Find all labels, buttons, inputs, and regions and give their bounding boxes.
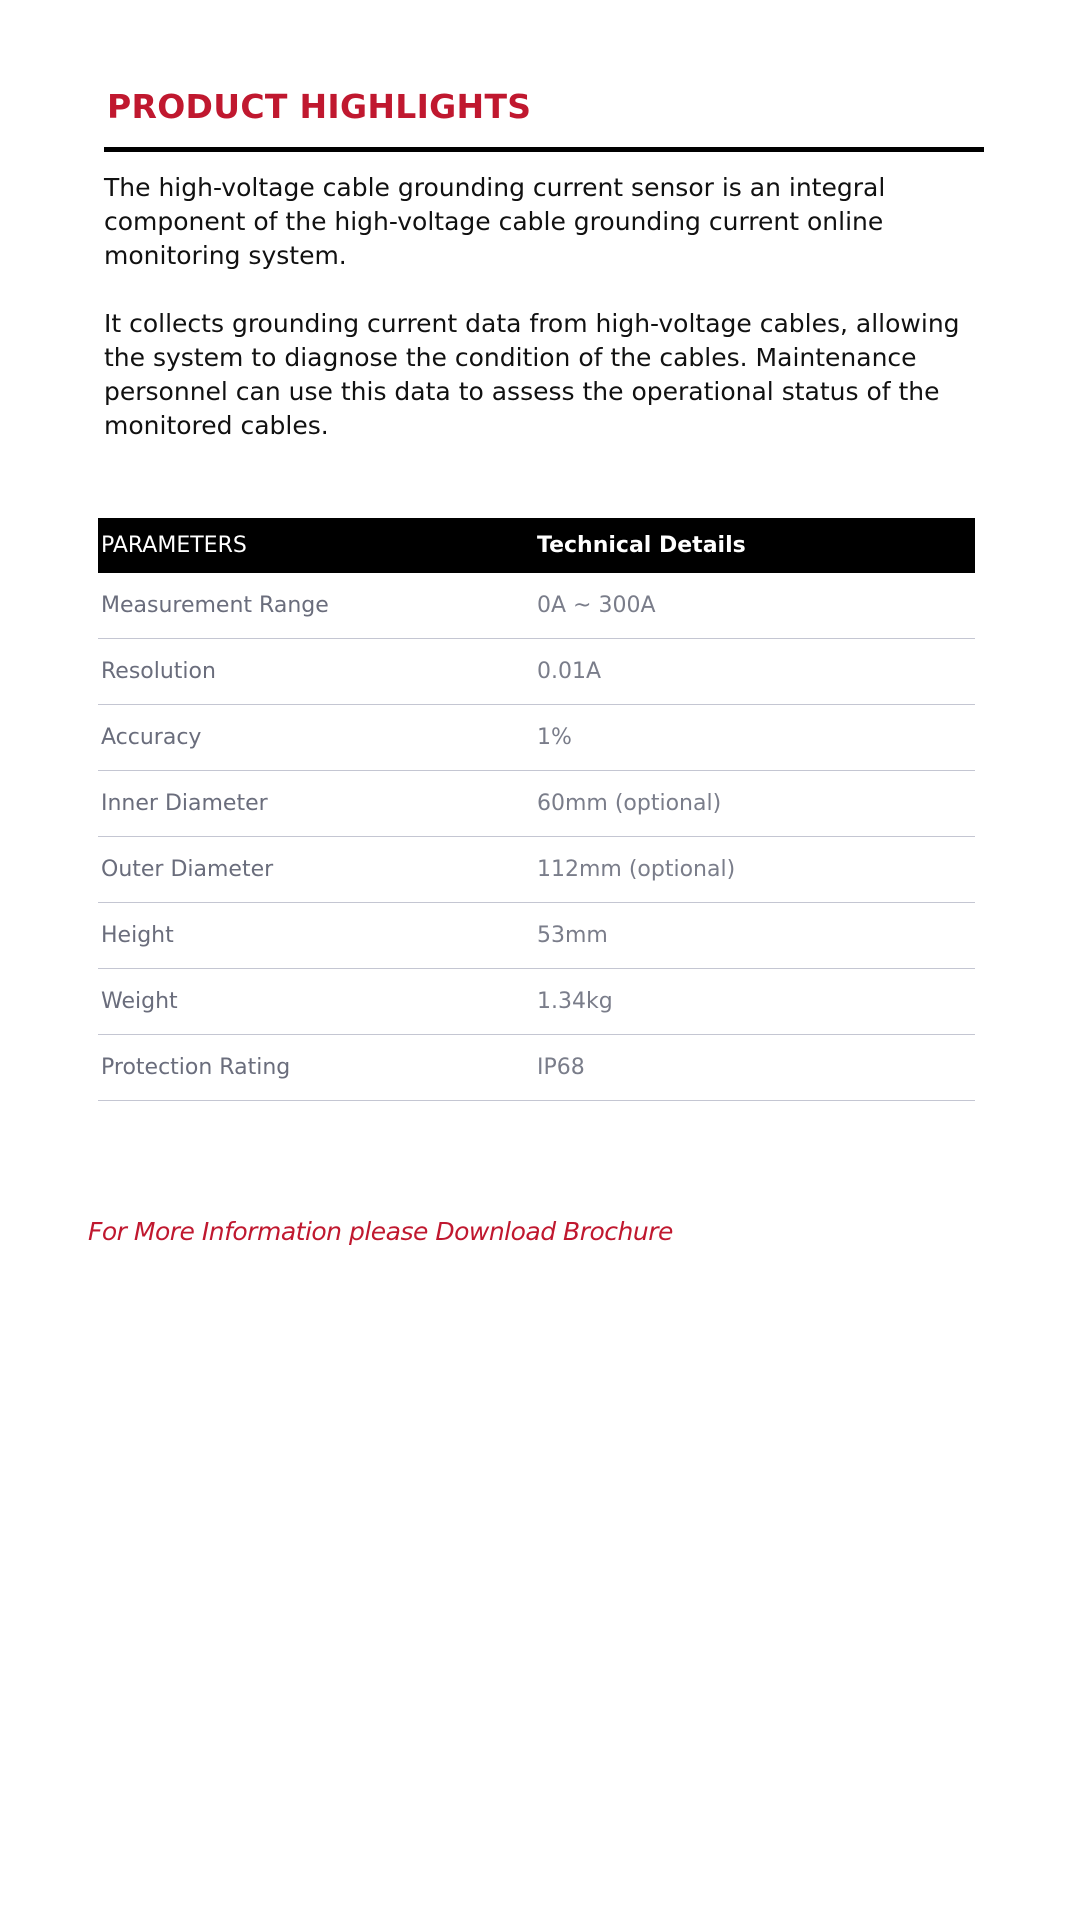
param-value: IP68 [537,1035,975,1101]
header-parameters: PARAMETERS [101,533,247,558]
description-paragraph: The high-voltage cable grounding current sensor is an integral component of the high-voltage cable grounding current online monitoring system. [104,173,886,270]
param-name: Measurement Range [98,573,537,639]
param-value: 53mm [537,903,975,969]
param-name: Height [98,903,537,969]
table-row [98,903,975,969]
param-value: 0.01A [537,639,975,705]
table-row [98,771,975,837]
param-name: Resolution [98,639,537,705]
param-name: Accuracy [98,705,537,771]
param-name: Weight [98,969,537,1035]
spec-table [98,518,975,1101]
header-technical-details: Technical Details [537,533,746,558]
table-row [98,837,975,903]
param-value: 1.34kg [537,969,975,1035]
param-name: Protection Rating [98,1035,537,1101]
table-row [98,639,975,705]
download-brochure-link[interactable]: For More Information please Download Brochure [88,1217,673,1246]
title-divider [104,147,984,152]
param-value: 112mm (optional) [537,837,975,903]
table-row [98,705,975,771]
section-title: PRODUCT HIGHLIGHTS [107,87,532,126]
table-row [98,969,975,1035]
description-paragraph: It collects grounding current data from high-voltage cables, allowing the system to diagnose the condition of the cables. Maintenance personnel can use this data to assess the operational status of the monitored cables. [104,309,960,440]
spec-table-header-row [98,518,975,573]
product-description [104,171,984,477]
param-value: 1% [537,705,975,771]
table-row [98,573,975,639]
param-value: 60mm (optional) [537,771,975,837]
param-name: Outer Diameter [98,837,537,903]
param-value: 0A ~ 300A [537,573,975,639]
param-name: Inner Diameter [98,771,537,837]
table-row [98,1035,975,1101]
